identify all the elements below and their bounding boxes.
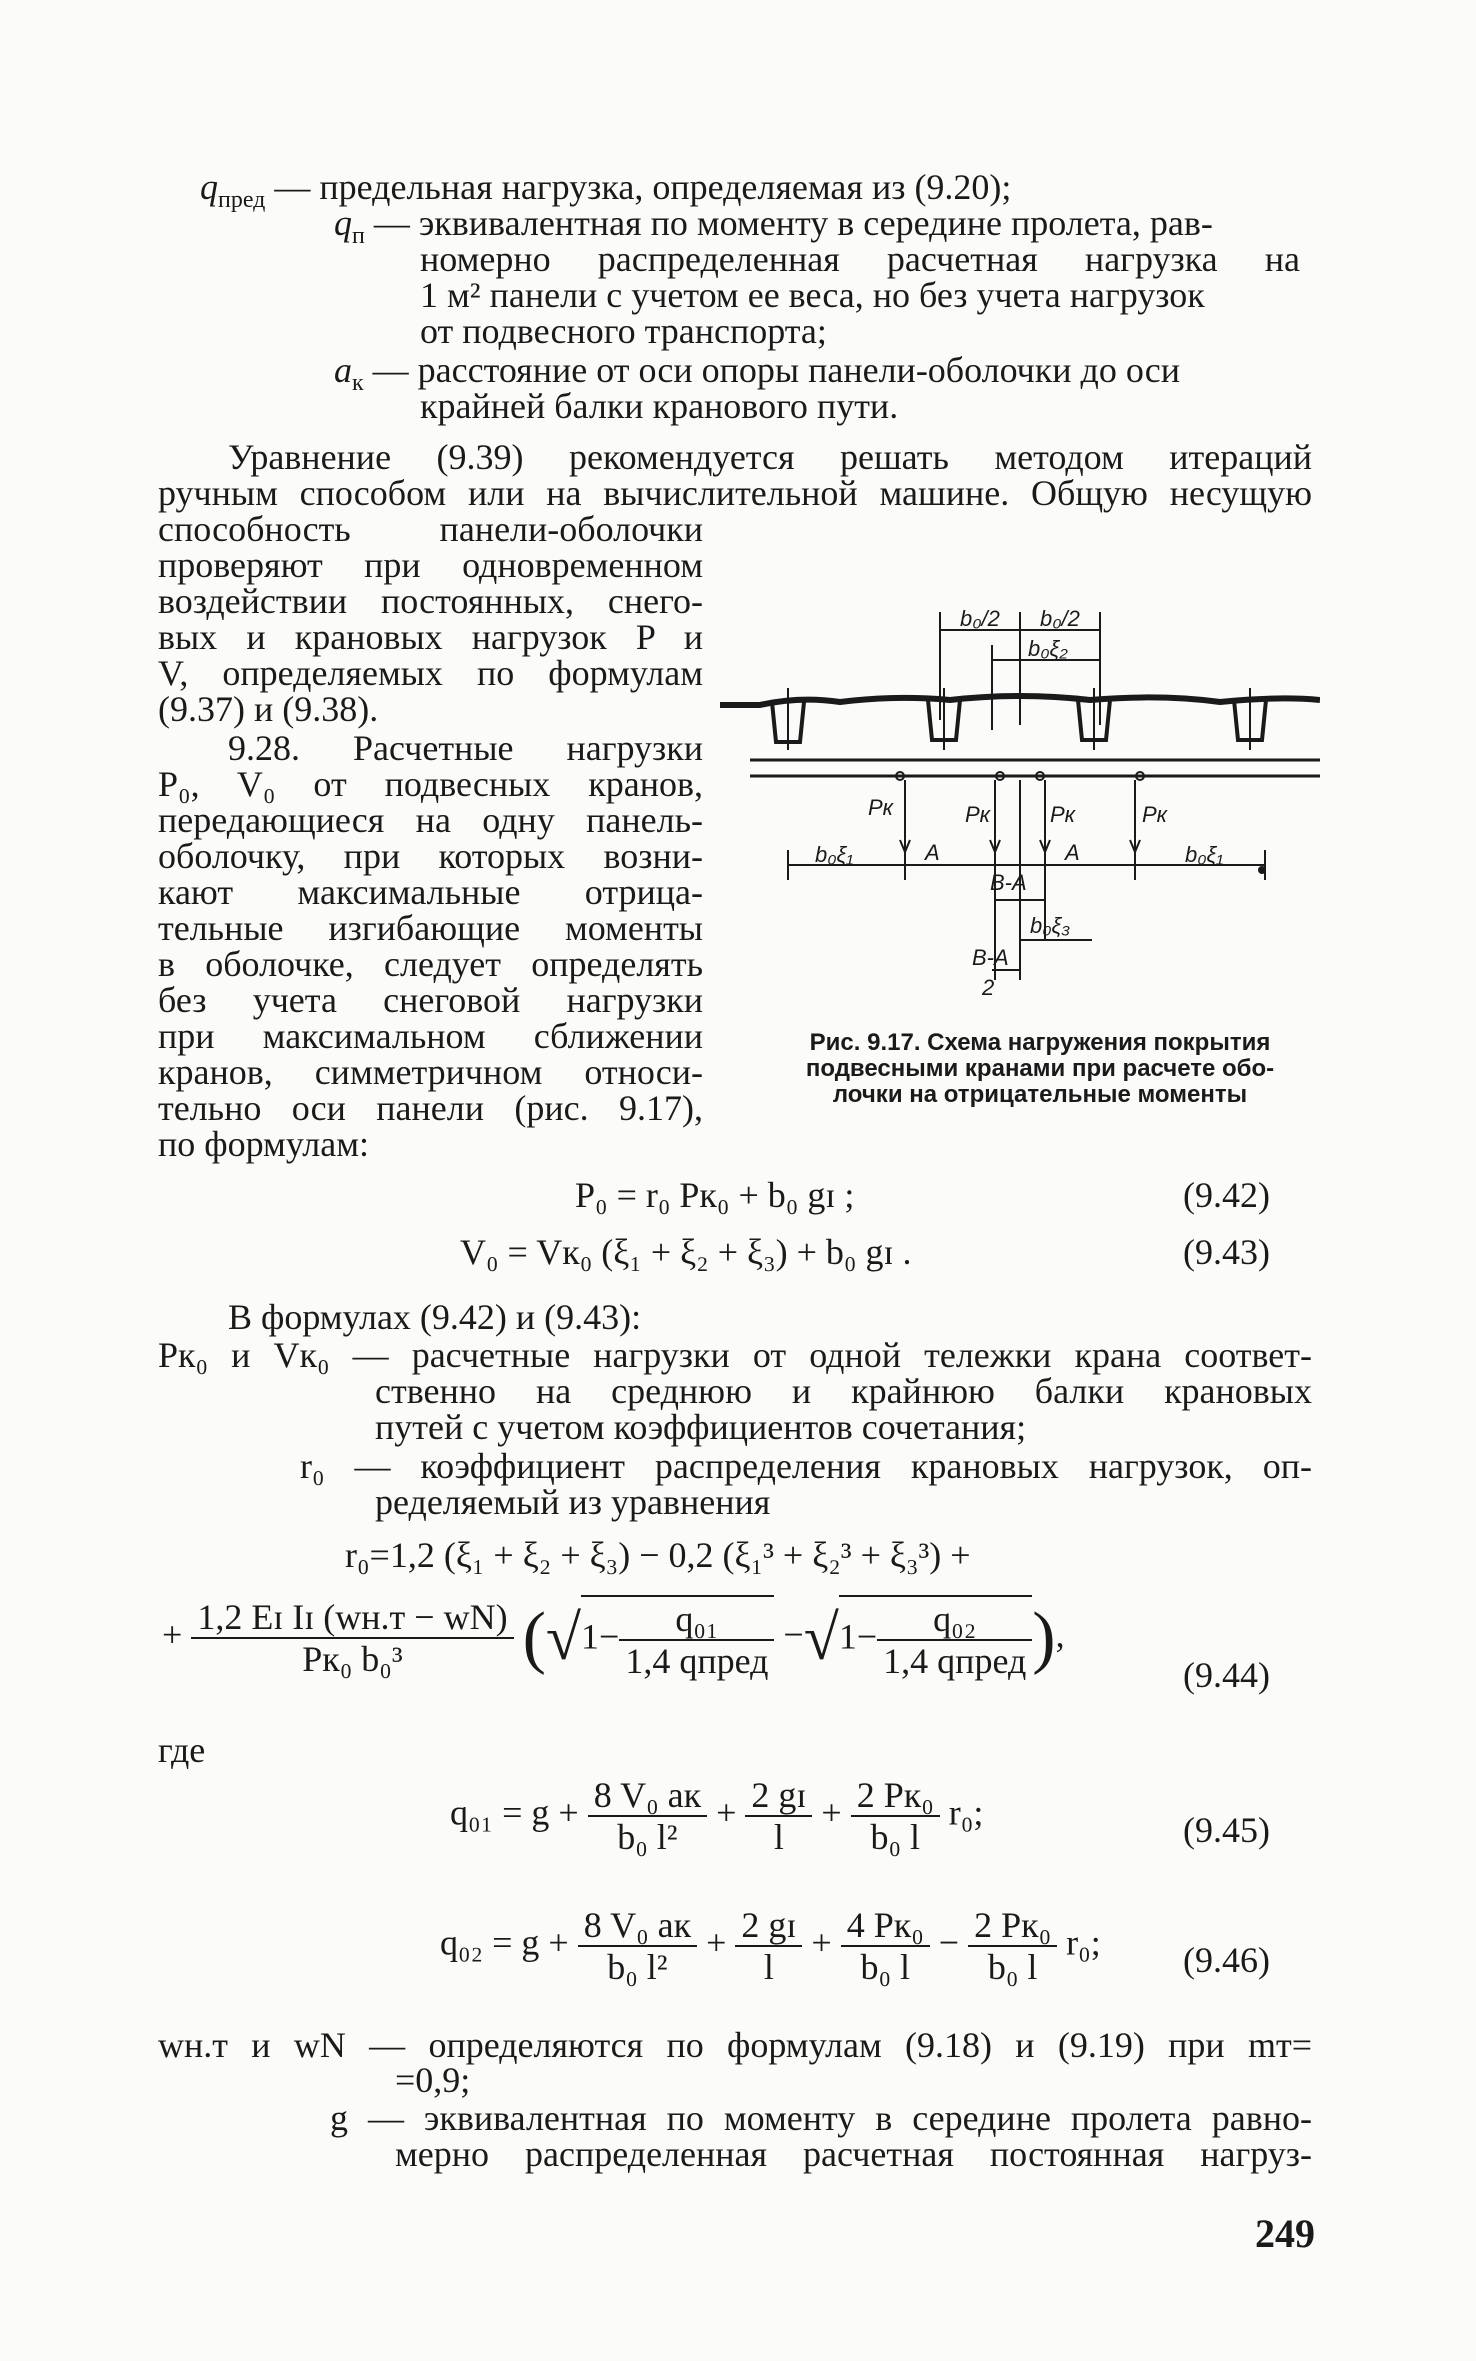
frac-den: b₀ l²	[617, 1817, 678, 1857]
col-line: вых и крановых нагрузок P и	[158, 617, 703, 657]
col-line: проверяют при одновременном	[158, 545, 703, 585]
def-term: q	[334, 203, 352, 243]
fig-label: b₀/2	[960, 606, 1000, 631]
equation-9-44-line1: r₀=1,2 (ξ₁ + ξ₂ + ξ₃) − 0,2 (ξ₁³ + ξ₂³ + ξ₃³) +	[345, 1535, 971, 1575]
col-line: кранов, симметричном относи-	[158, 1052, 703, 1092]
col-line: передающиеся на одну панель-	[158, 800, 703, 840]
fig-label: B-A	[990, 870, 1027, 895]
figure-9-17	[720, 600, 1320, 1010]
caption-line: лочки на отрицательные моменты	[832, 1081, 1248, 1108]
frac-num: 2 gɪ	[735, 1905, 802, 1947]
col-line: в оболочке, следует определять	[158, 944, 703, 984]
equation-number: (9.46)	[1183, 1940, 1270, 1980]
frac-num: 1,2 Eɪ Iɪ (wн.т − wN)	[191, 1597, 513, 1639]
def-q-p-cont1: номерно распределенная расчетная нагрузка на	[420, 239, 1300, 279]
fig-label: b₀/2	[1040, 606, 1080, 631]
fig-label: b₀ξ₁	[1185, 842, 1224, 867]
def-term: q	[200, 167, 218, 207]
def-term-sub: пред	[218, 187, 266, 214]
para1-line2: ручным способом или на вычислительной машине. Общую несущую	[158, 473, 1312, 513]
frac-den: Pк₀ b₀³	[302, 1639, 403, 1679]
equation-9-43: V₀ = Vк₀ (ξ₁ + ξ₂ + ξ₃) + b₀ gɪ .	[460, 1232, 912, 1272]
def-mid-line: Pк₀ и Vк₀ — расчетные нагрузки от одной тележки крана соответ-	[158, 1335, 1312, 1375]
para2: В формулах (9.42) и (9.43):	[228, 1297, 642, 1337]
equation-number: (9.44)	[1183, 1655, 1270, 1695]
col-line: V, определяемых по формулам	[158, 653, 703, 693]
fig-label: b₀ξ₂	[1028, 636, 1068, 661]
col-line: тельно оси панели (рис. 9.17),	[158, 1088, 703, 1128]
def-text: — эквивалентная по моменту в середине пролета, рав-	[364, 203, 1213, 243]
def-term: a	[334, 350, 352, 390]
def-text: — предельная нагрузка, определяемая из (9.20);	[265, 167, 1012, 207]
equation-9-46: q₀₂ = g + $\frac{\text{8 V₀ aк}}{\text{b₀ l²}}$ + $\frac{\text{2 gɪ}}{l}$ + $\frac{\text{4 Pк₀}}{\text{b₀ l}}$ − $\frac{\text{2 Pк₀}}{\text{b₀ l}}$ r₀;	[440, 1905, 1101, 1987]
col-line: кают максимальные отрица-	[158, 872, 703, 912]
col-line: 9.28. Расчетные нагрузки	[228, 728, 703, 768]
def-mid-line: путей с учетом коэффициентов сочетания;	[375, 1407, 1027, 1447]
frac-den: 1,4 qпред	[883, 1641, 1027, 1681]
fig-label: 2	[982, 975, 995, 1000]
col-line: тельные изгибающие моменты	[158, 908, 703, 948]
col-line: P₀, V₀ от подвесных кранов,	[158, 764, 703, 804]
caption-line: Рис. 9.17. Схема нагружения покрытия	[809, 1029, 1271, 1056]
frac-num: 8 V₀ aк	[578, 1905, 697, 1947]
frac-den: b₀ l	[987, 1947, 1038, 1987]
fig-label: b₀ξ₁	[815, 842, 854, 867]
frac-num: 8 V₀ aк	[588, 1775, 707, 1817]
frac-num: q₀₁	[619, 1599, 774, 1641]
col-line: оболочку, при которых возни-	[158, 836, 703, 876]
equation-9-45: q₀₁ = g + $\frac{\text{8 V₀ aк}}{\text{b₀ l²}}$ + $\frac{\text{2 gɪ}}{l}$ + $\frac{\text{2 Pк₀}}{\text{b₀ l}}$ r₀;	[450, 1775, 984, 1857]
caption-line: подвесными кранами при расчете обо-	[805, 1055, 1275, 1082]
frac-den: b₀ l	[860, 1947, 911, 1987]
eq-tail: r₀;	[1066, 1922, 1101, 1963]
def-a-k-cont: крайней балки кранового пути.	[420, 386, 899, 426]
col-line: воздействии постоянных, снего-	[158, 581, 703, 621]
col-line: по формулам:	[158, 1124, 369, 1164]
def-term-sub: п	[352, 223, 365, 250]
fig-label: Pк	[868, 795, 894, 820]
frac-den: 1,4 qпред	[625, 1641, 769, 1681]
eq-lhs: q₀₁ = g +	[450, 1792, 579, 1833]
fig-label: Pк	[1142, 802, 1168, 827]
def-text: — расстояние от оси опоры панели-оболочки до оси	[363, 350, 1180, 390]
equation-number: (9.45)	[1183, 1810, 1270, 1850]
frac-num: 2 Pк₀	[968, 1905, 1057, 1947]
para1-line1: Уравнение (9.39) рекомендуется решать методом итераций	[228, 437, 1312, 477]
page-number: 249	[1255, 2211, 1315, 2256]
frac-den: l	[773, 1817, 784, 1857]
def-mid-line: ственно на среднюю и крайнюю балки крановых	[375, 1371, 1312, 1411]
frac-den: l	[763, 1947, 774, 1987]
col-line: способность панели-оболочки	[158, 509, 703, 549]
fig-label: A	[925, 840, 940, 865]
fig-label: A	[1065, 840, 1080, 865]
figure-caption	[740, 1030, 1340, 1108]
equation-number: (9.42)	[1183, 1175, 1270, 1215]
frac-num: 4 Pк₀	[841, 1905, 930, 1947]
def-bot-line: g — эквивалентная по моменту в середине пролета равно-	[330, 2098, 1312, 2138]
col-line: (9.37) и (9.38).	[158, 689, 379, 729]
def-mid-line: r₀ — коэффициент распределения крановых нагрузок, оп-	[300, 1446, 1312, 1486]
fig-label: Pк	[965, 802, 991, 827]
where-label: где	[158, 1730, 206, 1770]
def-q-p-cont2: 1 м² панели с учетом ее веса, но без учета нагрузок	[420, 275, 1205, 315]
frac-num: q₀₂	[877, 1599, 1032, 1641]
frac-den: b₀ l²	[607, 1947, 668, 1987]
col-line: при максимальном сближении	[158, 1016, 703, 1056]
frac-num: 2 Pк₀	[851, 1775, 940, 1817]
frac-den: b₀ l	[870, 1817, 921, 1857]
col-line: без учета снеговой нагрузки	[158, 980, 703, 1020]
def-mid-line: ределяемый из уравнения	[375, 1482, 771, 1522]
fraction	[191, 1597, 513, 1679]
def-q-p-cont3: от подвесного транспорта;	[420, 311, 827, 351]
fig-label: b₀ξ₃	[1030, 913, 1071, 938]
equation-9-42: P₀ = r₀ Pк₀ + b₀ gɪ ;	[575, 1175, 855, 1215]
equation-9-44-line2: + $\frac{\text{1,2 Eɪ Iɪ (wн.т − wN)}}{\text{Pк₀ b₀³}}$ (√1− $\frac{\text{q₀₁}}{\text{1,4 qпред}}$ −√1− $\frac{\text{q₀₂}}{\text{1,4 qпред}}$ ),	[162, 1597, 1065, 1681]
fig-label: B-A	[972, 945, 1009, 970]
def-term-sub: к	[352, 370, 364, 397]
equation-number: (9.43)	[1183, 1232, 1270, 1272]
def-bot-line: мерно распределенная расчетная постоянная нагруз-	[395, 2134, 1312, 2174]
eq-tail: r₀;	[948, 1792, 984, 1833]
fig-label: Pк	[1050, 802, 1076, 827]
eq-lhs: q₀₂ = g +	[440, 1922, 569, 1963]
frac-num: 2 gɪ	[745, 1775, 812, 1817]
def-bot-line: =0,9;	[395, 2060, 471, 2100]
def-bot-line: wн.т и wN — определяются по формулам (9.18) и (9.19) при mт=	[158, 2025, 1312, 2065]
